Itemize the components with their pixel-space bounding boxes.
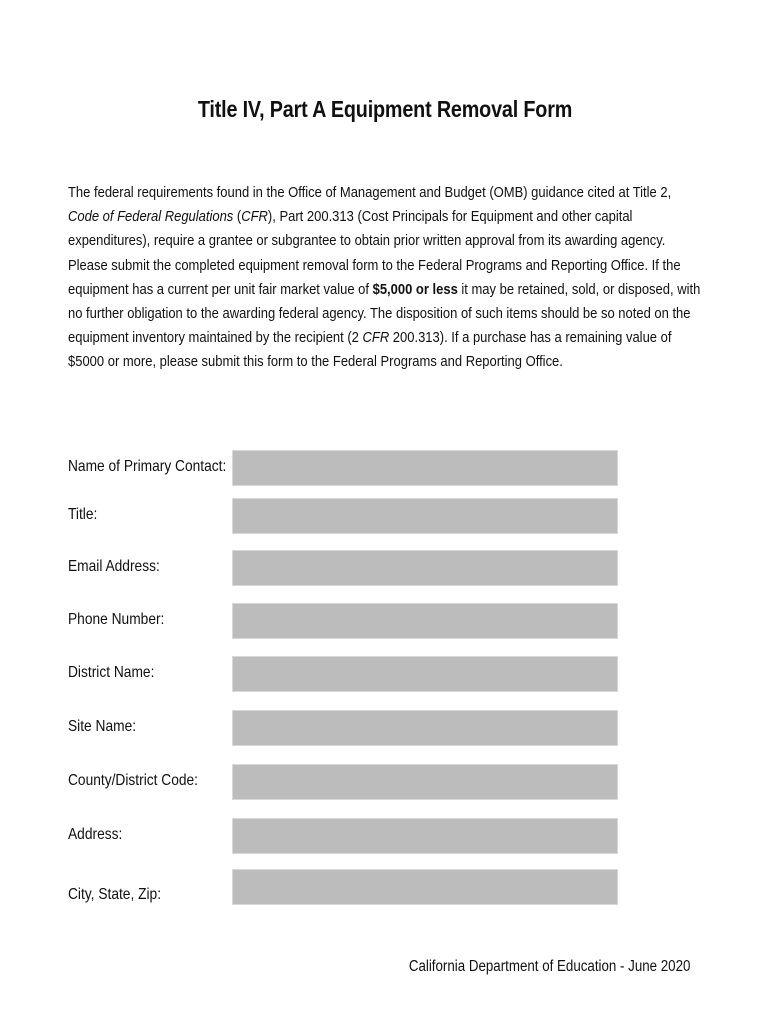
title-input[interactable] — [232, 498, 618, 534]
intro-text: ( — [233, 208, 242, 226]
intro-text: it may be retained, sold, or disposed, with no further obligation to the awarding federal agency. The disposition of such items should be so noted on the equipment inventory maintained by the recipient (2 — [68, 280, 701, 347]
field-row-email — [0, 550, 770, 590]
intro-italic-text: CFR — [241, 208, 268, 226]
intro-italic-text: Code of Federal Regulations — [68, 208, 234, 226]
city-state-zip-label: City, State, Zip: — [68, 886, 162, 903]
primary-contact-label: Name of Primary Contact: — [68, 458, 227, 475]
field-row-address — [0, 818, 770, 858]
field-row-city-state-zip — [0, 869, 770, 909]
field-row-county-district-code — [0, 764, 770, 804]
district-name-input[interactable] — [232, 656, 618, 692]
field-row-phone — [0, 603, 770, 643]
primary-contact-input[interactable] — [232, 450, 618, 486]
site-name-input[interactable] — [232, 710, 618, 746]
field-row-title — [0, 498, 770, 538]
email-input[interactable] — [232, 550, 618, 586]
phone-input[interactable] — [232, 603, 618, 639]
city-state-zip-input[interactable] — [232, 869, 618, 905]
intro-paragraph — [68, 181, 701, 375]
address-label: Address: — [68, 826, 123, 843]
form-title: Title IV, Part A Equipment Removal Form — [197, 96, 573, 122]
email-label: Email Address: — [68, 558, 160, 575]
intro-text: ), Part 200.313 (Cost Principals for Equipment and other capital expenditures), require a grantee or subgrantee to obtain prior written approval from its awarding agency. Please submit the completed equipment removal form to the Federal Programs and Reporting Office. If the equipment has a current per unit fair market value of — [68, 208, 681, 298]
district-name-label: District Name: — [68, 664, 155, 681]
intro-bold-text: $5,000 or less — [372, 280, 458, 298]
field-row-primary-contact — [0, 450, 770, 490]
site-name-label: Site Name: — [68, 718, 137, 735]
address-input[interactable] — [232, 818, 618, 854]
phone-label: Phone Number: — [68, 611, 165, 628]
intro-text: 200.313). If a purchase has a remaining value of $5000 or more, please submit this form to the Federal Programs and Reporting Office. — [68, 329, 672, 371]
field-row-site-name — [0, 710, 770, 750]
intro-italic-text: CFR — [362, 329, 390, 347]
intro-text: The federal requirements found in the Office of Management and Budget (OMB) guidance cited at Title 2, — [68, 184, 672, 201]
field-row-district-name — [0, 656, 770, 696]
county-district-code-input[interactable] — [232, 764, 618, 800]
footer-text: California Department of Education - June 2020 — [408, 958, 690, 975]
title-label: Title: — [68, 506, 98, 523]
county-district-code-label: County/District Code: — [68, 772, 199, 789]
